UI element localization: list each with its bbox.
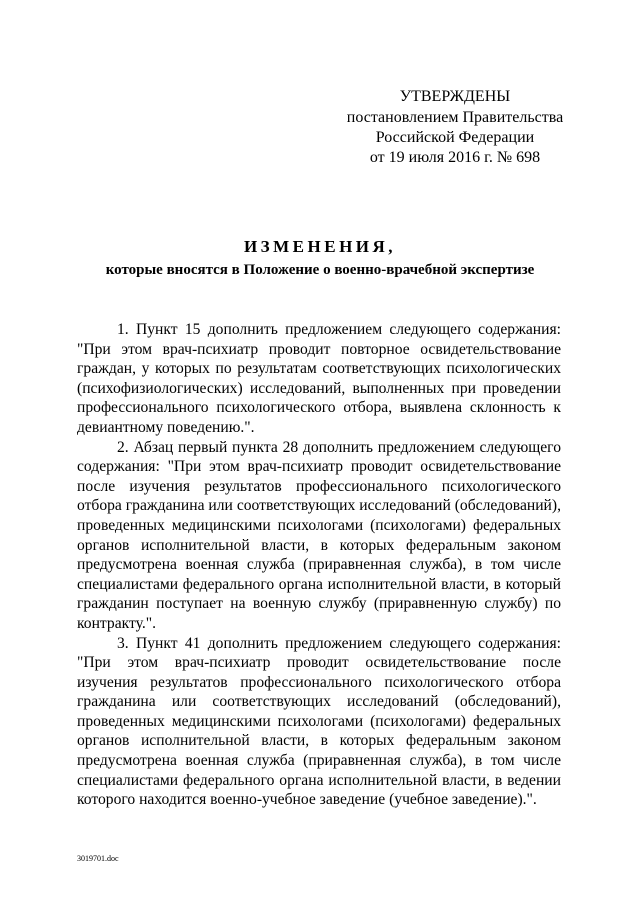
file-name-footer: 3019701.doc	[77, 854, 119, 863]
paragraph-2: 2. Абзац первый пункта 28 дополнить предложением следующего содержания: "При этом врач-психиатр проводит освидетельствование после изучения результатов профессионального психологического отбора гражданина или соответствующих исследований (обследований), проведенных медицинскими психологами (психологами) федеральных органов исполнительной власти, в которых федеральным законом предусмотрена военная служба (приравненная служба), в том числе специалистами федерального органа исполнительной власти, в который гражданин поступает на военную службу (приравненную службу) по контракту.".	[77, 438, 561, 632]
approval-line-1: постановлением Правительства	[346, 109, 564, 126]
document-subtitle: которые вносятся в Положение о военно-врачебной экспертизе	[105, 262, 535, 278]
approval-block	[340, 87, 570, 168]
paragraph-3: 3. Пункт 41 дополнить предложением следующего содержания: "При этом врач-психиатр проводит освидетельствование после изучения результатов профессионального психологического отбора гражданина или соответствующих исследований (обследований), проведенных медицинскими психологами (психологами) федеральных органов исполнительной власти, в которых федеральным законом предусмотрена военная служба (приравненная служба), в том числе специалистами федерального органа исполнительной власти, в ведении которого находится военно-учебное заведение (учебное заведение).".	[77, 634, 561, 809]
approval-heading: УТВЕРЖДЕНЫ	[399, 88, 511, 105]
approval-line-3: от 19 июля 2016 г. № 698	[369, 149, 541, 166]
approval-line-2: Российской Федерации	[375, 129, 535, 146]
paragraph-1: 1. Пункт 15 дополнить предложением следующего содержания: "При этом врач-психиатр проводит повторное освидетельствование граждан, у которых по результатам соответствующих психологических (психофизиологических) исследований, выполненных при проведении профессионального психологического отбора, выявлена склонность к девиантному поведению.".	[77, 321, 561, 436]
document-body	[77, 320, 561, 810]
document-title: ИЗМЕНЕНИЯ,	[243, 237, 397, 256]
